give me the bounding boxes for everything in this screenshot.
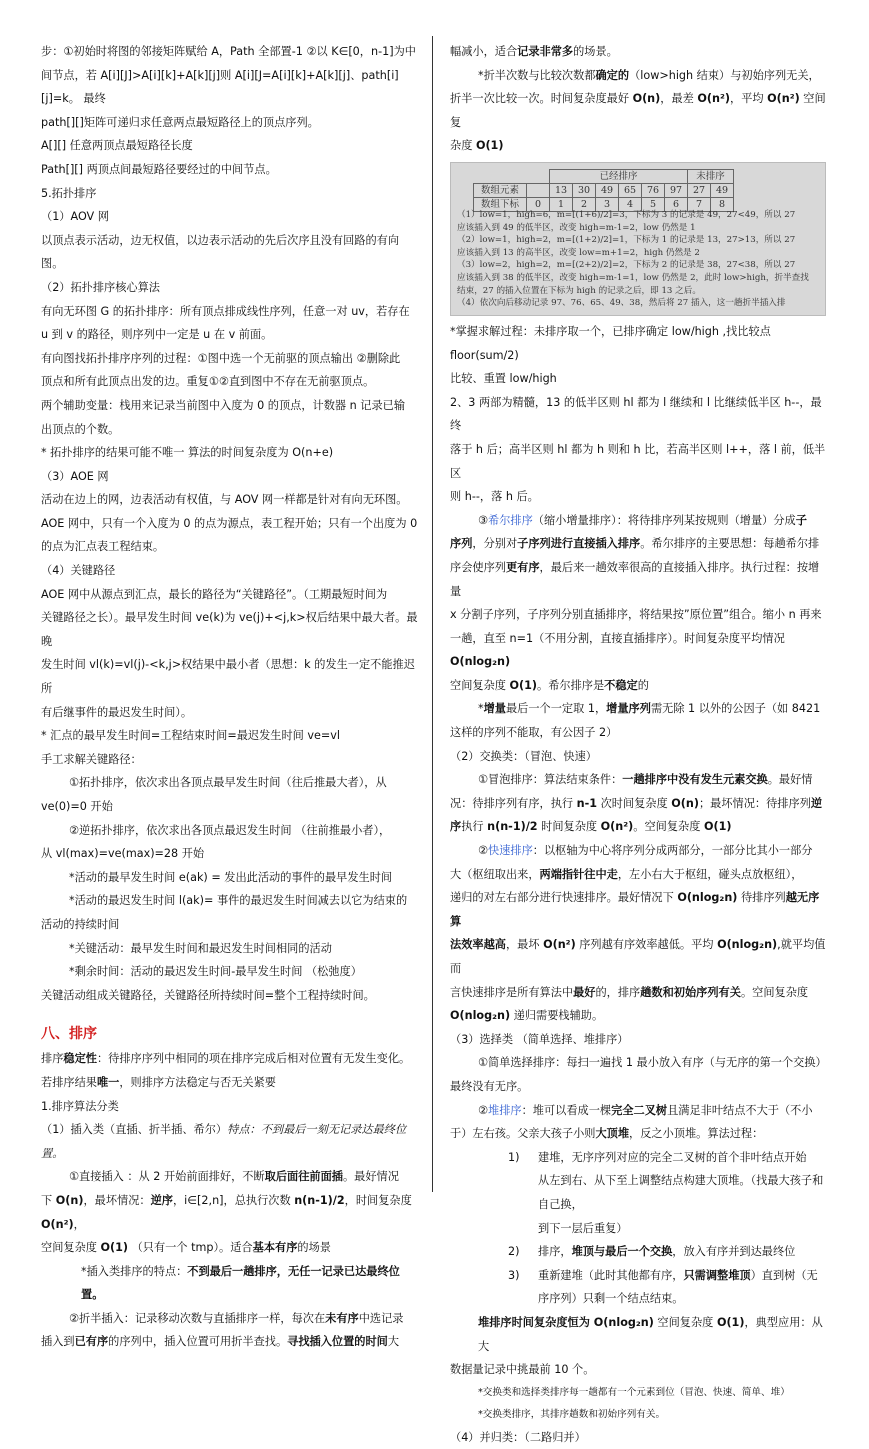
text-line: 手工求解关键路径： bbox=[41, 752, 142, 766]
text-line: AOE 网中从源点到汇点，最长的路径为“关键路径”。（工期最短时间为 bbox=[41, 587, 388, 601]
table-cell: 4 bbox=[619, 197, 642, 211]
step-line: （3）low=2，high=2，m=[(2+2)/2]=2，下标为 2 的记录是 38，27<38，所以 27 bbox=[457, 260, 796, 271]
left-column bbox=[41, 40, 421, 1354]
bold-term: O(1) bbox=[716, 1315, 745, 1329]
bold-term: 唯一 bbox=[96, 1075, 120, 1089]
text-line: 图。 bbox=[41, 257, 64, 271]
subheading: （2）拓扑排序核心算法 bbox=[41, 280, 160, 294]
subheading: （3）AOE 网 bbox=[41, 469, 109, 483]
text-line: 2、3 两部为精髓，13 的低半区则 hl 都为 l 继续和 l 比继续低半区 h--，最终 bbox=[450, 395, 822, 433]
text-line: * 拓扑排序的结果可能不唯一 算法的时间复杂度为 O(n+e) bbox=[41, 446, 334, 460]
text-line: 关键路径之长）。最早发生时间 ve(k)为 ve(j)+<j,k>权后结果中最大者。最晚 bbox=[41, 611, 418, 648]
text-line bbox=[41, 1047, 421, 1071]
table-cell: 未排序 bbox=[688, 169, 734, 183]
text-line: 则 h--，落 h 后。 bbox=[450, 490, 539, 504]
bold-term: O(1) bbox=[509, 678, 538, 692]
bold-term: 一趟排序中没有发生元素交换 bbox=[622, 773, 768, 787]
bold-term: O(n) bbox=[632, 92, 661, 106]
text-line bbox=[41, 1236, 421, 1260]
text-span: 递归的对左右部分进行快速排序。最好情况下 bbox=[450, 891, 678, 905]
text-line: 1.排序算法分类 bbox=[41, 1099, 119, 1113]
bold-term: 堆排序时间复杂度恒为 O(nlog₂n) bbox=[478, 1315, 654, 1329]
text-span: 的，排序 bbox=[595, 985, 641, 999]
text-span: ，左小右大于枢纽，碰头点放枢纽）， bbox=[617, 867, 803, 881]
bold-term: 法效率越高 bbox=[450, 938, 506, 952]
text-line: 两个辅助变量：栈用来记录当前图中入度为 0 的顶点，计数器 n 记录已输 bbox=[41, 398, 406, 412]
text-line: 顶点和所有此顶点出发的边。重复①②直到图中不存在无前驱顶点。 bbox=[41, 375, 375, 389]
text-line: *活动的最早发生时间 e(ak) = 发出此活动的事件的最早发生时间 bbox=[69, 870, 393, 884]
text-span: 递归需要栈辅助。 bbox=[510, 1009, 604, 1023]
bold-term: O(1) bbox=[100, 1241, 129, 1255]
text-span: ，时间复杂度 bbox=[344, 1193, 412, 1207]
table-cell bbox=[527, 169, 550, 183]
table-cell: 2 bbox=[573, 197, 596, 211]
text-line bbox=[450, 839, 828, 863]
bold-term: O(1) bbox=[703, 820, 732, 834]
text-line: 发生时间 vl(k)=vl(j)-<k,j>权结果中最小者（思想：k 的发生一定不能推迟所 bbox=[41, 658, 415, 696]
text-span: ；最坏情况：待排序列 bbox=[698, 796, 811, 810]
text-line: u 到 v 的路径，则序列中一定是 u 在 v 前面。 bbox=[41, 328, 273, 342]
bold-term: 更有序 bbox=[505, 560, 540, 574]
text-line: 活动在边上的网，边表活动有权值，与 AOV 网一样都是针对有向无环图。 bbox=[41, 493, 408, 507]
table-cell: 0 bbox=[527, 197, 550, 211]
text-span: 需无除 1 以外的公因子（如 8421 bbox=[650, 702, 821, 716]
text-span: 。空间复杂度 bbox=[740, 985, 809, 999]
text-line bbox=[450, 697, 828, 721]
step-line: 结束，27 的插入位置在下标为 high 的记录之后，即 13 之后。 bbox=[457, 285, 701, 296]
bold-term: 两端指针往中走 bbox=[539, 867, 618, 881]
bold-term: O(nlog₂n) bbox=[717, 938, 778, 952]
text-span: ，i∈[2,n]，总执行次数 bbox=[172, 1193, 295, 1207]
table-cell: 76 bbox=[642, 183, 665, 197]
text-line bbox=[450, 1240, 828, 1264]
text-span: ，则排序方法稳定与否无关紧要 bbox=[119, 1075, 276, 1089]
bold-term: 逆 bbox=[810, 796, 823, 810]
bold-term: 稳定性 bbox=[63, 1052, 97, 1066]
bold-term: 增量序列 bbox=[606, 702, 651, 716]
text-span: ，最坏 bbox=[505, 938, 544, 952]
text-line bbox=[450, 1122, 828, 1146]
text-span: 空间复 bbox=[450, 92, 826, 129]
bold-term: O(n) bbox=[671, 796, 699, 810]
text-line: ②逆拓扑排序，依次求出各顶点最迟发生时间 （往前推最小者）， bbox=[69, 823, 391, 837]
text-span: （只有一个 tmp）。适合 bbox=[128, 1241, 253, 1255]
text-span: 建堆，无序序列对应的完全二叉树的首个非叶结点开始 bbox=[538, 1150, 807, 1164]
text-line: ve(0)=0 开始 bbox=[41, 800, 113, 813]
text-line: 比较、重置 low/high bbox=[450, 372, 557, 386]
text-span: * bbox=[478, 702, 484, 716]
bold-term: 取后面往前面插 bbox=[264, 1170, 343, 1184]
table-row bbox=[474, 183, 734, 197]
bold-term: O(n²) bbox=[767, 92, 800, 106]
bold-term: 增量 bbox=[483, 702, 506, 716]
bold-term: 趟数和初始序列有关 bbox=[640, 985, 741, 999]
text-line bbox=[41, 1330, 421, 1354]
table-cell: 8 bbox=[711, 197, 734, 211]
text-line: 间节点，若 A[i][J]>A[i][k]+A[k][j]则 A[i][J=A[i][k]+A[k][j]、path[i][j]=k。 最终 bbox=[41, 68, 399, 106]
step-line: 应该插入到 38 的低半区，改变 high=m-1=1，low 仍然是 2，此时 low>high，折半查找 bbox=[457, 272, 809, 283]
table-cell: 1 bbox=[550, 197, 573, 211]
text-span: 插入到 bbox=[41, 1335, 75, 1349]
bold-term: 已有序 bbox=[74, 1335, 109, 1349]
list-number: 1) bbox=[508, 1150, 520, 1164]
text-span: 折半一次比较一次。时间复杂度最好 bbox=[450, 92, 633, 106]
list-number: 2) bbox=[508, 1245, 520, 1259]
text-span: 若排序结果 bbox=[41, 1075, 97, 1089]
text-span: 的场景 bbox=[297, 1241, 331, 1255]
text-span: ，反之小顶堆。算法过程： bbox=[629, 1127, 764, 1141]
text-span: 空间复杂度 bbox=[653, 1315, 717, 1329]
text-line: 最终没有无序。 bbox=[450, 1079, 529, 1093]
text-line bbox=[450, 556, 828, 603]
text-span: ①直接插入 ：从 2 开始前面排好，不断 bbox=[69, 1170, 265, 1184]
text-line bbox=[450, 1264, 828, 1288]
link-term: 快速排序 bbox=[488, 844, 533, 858]
text-span: 。希尔排序是 bbox=[537, 678, 605, 692]
bold-term: 最好 bbox=[573, 985, 596, 999]
text-span: 排序， bbox=[538, 1245, 572, 1259]
text-span: ：堆可以看成一棵 bbox=[521, 1103, 612, 1117]
text-line bbox=[450, 863, 828, 887]
text-span: 。希尔排序的主要思想：每趟希尔排 bbox=[640, 537, 820, 551]
text-line bbox=[41, 1307, 421, 1331]
table-cell: 3 bbox=[596, 197, 619, 211]
bold-term: 不稳定 bbox=[604, 678, 638, 692]
bold-term: 只需调整堆顶 bbox=[683, 1268, 751, 1282]
step-line: 应该插入到 13 的高半区，改变 low=m+1=2，high 仍然是 2 bbox=[457, 247, 700, 258]
example-steps bbox=[457, 209, 819, 310]
text-line bbox=[450, 768, 828, 792]
text-line bbox=[41, 1165, 421, 1189]
text-line bbox=[41, 1189, 421, 1236]
bold-term: O(nlog₂n) bbox=[450, 655, 511, 669]
table-cell: 49 bbox=[596, 183, 619, 197]
table-cell: 6 bbox=[665, 197, 688, 211]
text-span: ①冒泡排序：算法结束条件： bbox=[478, 773, 623, 787]
text-span: 下 bbox=[41, 1193, 56, 1207]
subheading: （4）关键路径 bbox=[41, 564, 116, 578]
text-span: 况：待排序列有序，执行 bbox=[450, 796, 577, 810]
subheading: 5.拓扑排序 bbox=[41, 186, 97, 200]
bold-term: 堆顶与最后一个交换 bbox=[571, 1245, 673, 1259]
text-line: 有向无环图 G 的拓扑排序：所有顶点排成线性序列，任意一对 uv，若存在 bbox=[41, 304, 410, 318]
text-line bbox=[450, 87, 828, 134]
text-line bbox=[450, 1099, 828, 1123]
table-cell: 已经排序 bbox=[550, 169, 688, 183]
bold-term: O(n²) bbox=[543, 938, 576, 952]
text-line bbox=[450, 1146, 828, 1170]
table-cell: 49 bbox=[711, 183, 734, 197]
bold-term: 子 bbox=[795, 513, 807, 527]
text-line: 活动的持续时间 bbox=[41, 917, 120, 931]
table-cell: 5 bbox=[642, 197, 665, 211]
text-span: 的 bbox=[637, 678, 649, 692]
bold-term: 寻找插入位置的时间 bbox=[287, 1335, 388, 1349]
section-heading: 八、排序 bbox=[41, 1026, 97, 1043]
text-span: ）直到树（无 bbox=[750, 1268, 818, 1282]
bold-term: 逆序 bbox=[150, 1193, 173, 1207]
text-span: 的序列中，插入位置可用折半查找。 bbox=[108, 1335, 288, 1349]
bold-term: O(n²) bbox=[41, 1217, 74, 1231]
text-line bbox=[450, 981, 828, 1005]
text-span: 执行 bbox=[461, 820, 488, 834]
text-line: ①拓扑排序，依次求出各顶点最早发生时间（往后推最大者），从 bbox=[69, 776, 387, 790]
step-line: 应该插入到 49 的低半区，改变 high=m-1=2，low 仍然是 1 bbox=[457, 222, 696, 233]
bold-term: 未有序 bbox=[325, 1311, 359, 1325]
text-line bbox=[450, 815, 828, 839]
table-row bbox=[474, 169, 734, 183]
text-span: ，最坏情况： bbox=[83, 1193, 151, 1207]
list-number: 3) bbox=[508, 1268, 520, 1282]
example-table bbox=[473, 169, 734, 212]
text-line bbox=[450, 64, 828, 88]
text-line: 从 vl(max)=ve(max)=28 开始 bbox=[41, 847, 205, 861]
text-span: 次时间复杂度 bbox=[597, 796, 672, 810]
note-line: *交换类排序，其排序趟数和初始序列有关。 bbox=[478, 1408, 666, 1420]
text-line bbox=[450, 509, 828, 533]
text-span: ， bbox=[73, 1217, 85, 1231]
text-line: 序序列）只剩一个结点结束。 bbox=[538, 1292, 684, 1306]
bold-term: O(nlog₂n) bbox=[450, 1009, 511, 1023]
text-span: 待排序列 bbox=[737, 891, 786, 905]
text-span: ，典型应用：从大 bbox=[478, 1315, 823, 1353]
bold-term: n-1 bbox=[576, 796, 598, 810]
table-cell bbox=[527, 183, 550, 197]
text-line: x 分割子序列，子序列分别直插排序，将结果按”原位置”组合。缩小 n 再来 bbox=[450, 608, 822, 622]
text-line: 步：①初始时将图的邻接矩阵赋给 A，Path 全部置-1 ②以 K∈[0，n-1]为中 bbox=[41, 45, 416, 58]
subheading: （4）并归类：（二路归并） bbox=[450, 1430, 586, 1444]
text-line bbox=[450, 627, 828, 674]
text-span: ,就平均值而 bbox=[450, 938, 826, 975]
text-span: 大（枢纽取出来， bbox=[450, 867, 540, 881]
text-span: ，最后来一趟效率很高的直接插入排序。执行过程：按增量 bbox=[450, 560, 820, 598]
text-line: *关键活动：最早发生时间和最迟发生时间相同的活动 bbox=[69, 941, 332, 955]
bold-term: 不到最后一趟排序，无任一记录已达最终位置。 bbox=[81, 1264, 400, 1302]
text-span: 排序 bbox=[41, 1052, 64, 1066]
text-span: ② bbox=[478, 844, 489, 858]
text-span: 时间复杂度 bbox=[537, 820, 601, 834]
table-cell: 13 bbox=[550, 183, 573, 197]
text-span: 于）左右孩。父亲大孩子小则 bbox=[450, 1127, 596, 1141]
text-span: 序会使序列 bbox=[450, 560, 506, 574]
text-line: 数据量记录中挑最前 10 个。 bbox=[450, 1363, 595, 1377]
text-span: ② bbox=[478, 1103, 489, 1117]
text-span: 幅减小，适合 bbox=[450, 45, 518, 58]
bold-term: O(n²) bbox=[600, 820, 634, 834]
link-term: 希尔排序 bbox=[488, 513, 533, 527]
text-span: ：以枢轴为中心将序列分成两部分，一部分比其小一部分 bbox=[532, 844, 813, 858]
text-line: 这样的序列不能取，有公因子 2） bbox=[450, 726, 618, 740]
text-span: 空间复杂度 bbox=[450, 678, 510, 692]
text-line bbox=[450, 134, 828, 158]
right-column bbox=[450, 40, 828, 1449]
bold-term: O(n) bbox=[55, 1193, 84, 1207]
text-line: *剩余时间：活动的最迟发生时间-最早发生时间 （松弛度） bbox=[69, 965, 362, 979]
bold-term: 基本有序 bbox=[252, 1241, 298, 1255]
text-line bbox=[450, 933, 828, 980]
text-line bbox=[450, 1311, 828, 1358]
table-cell bbox=[474, 169, 527, 183]
text-span: 重新建堆（此时其他都有序， bbox=[538, 1268, 684, 1282]
text-span: *插入类排序的特点： bbox=[81, 1264, 188, 1278]
text-line bbox=[450, 792, 828, 816]
text-line: Path[][] 两顶点间最短路径要经过的中间节点。 bbox=[41, 162, 277, 176]
step-line: （4）依次向后移动记录 97、76、65、49、38，然后将 27 插入，这一趟折半插入排 bbox=[457, 298, 786, 309]
bold-term: n(n-1)/2 bbox=[294, 1193, 345, 1207]
bold-term: 子序列进行直接插入排序 bbox=[517, 537, 641, 551]
bold-term: 大顶堆 bbox=[595, 1127, 630, 1141]
text-span: ，放入有序并到达最终位 bbox=[672, 1245, 796, 1259]
text-span: 。最好情 bbox=[767, 773, 813, 787]
table-cell: 30 bbox=[573, 183, 596, 197]
bold-term: 序 bbox=[450, 820, 462, 834]
bold-term: 序列 bbox=[450, 537, 473, 551]
text-span: 一趟，直至 n=1（不用分割，直接直插排序）。时间复杂度平均情况 bbox=[450, 631, 785, 645]
text-line bbox=[450, 674, 828, 698]
bold-term: 记录非常多 bbox=[517, 45, 574, 58]
text-line: 的点为汇点表工程结束。 bbox=[41, 540, 165, 554]
text-span: *折半次数与比较次数都 bbox=[478, 68, 596, 82]
text-line: ①简单选择排序：每扫一遍找 1 最小放入有序（与无序的第一个交换） bbox=[478, 1056, 827, 1070]
text-line: 有向图找拓扑排序序列的过程：①图中选一个无前驱的顶点输出 ②删除此 bbox=[41, 351, 401, 365]
text-line bbox=[450, 40, 828, 64]
text-span: 大 bbox=[387, 1335, 400, 1349]
text-span: ，平均 bbox=[730, 92, 768, 106]
text-line: 以顶点表示活动，边无权值，以边表示活动的先后次序且没有回路的有向 bbox=[41, 233, 400, 247]
text-span: 且满足非叶结点不大于（不小 bbox=[667, 1103, 813, 1117]
text-span: 中选记录 bbox=[358, 1311, 404, 1325]
text-line: path[][]矩阵可递归求任意两点最短路径上的顶点序列。 bbox=[41, 115, 319, 129]
text-line: 到下一层后重复） bbox=[538, 1221, 628, 1235]
bold-term: O(1) bbox=[475, 139, 504, 153]
text-span: 。空间复杂度 bbox=[633, 820, 704, 834]
text-line: A[][] 任意两顶点最短路径长度 bbox=[41, 139, 193, 153]
text-line bbox=[41, 1260, 421, 1307]
text-span: ②折半插入：记录移动次数与直插排序一样，每次在 bbox=[69, 1311, 326, 1325]
table-cell: 65 bbox=[619, 183, 642, 197]
text-span: 最后一个一定取 1， bbox=[505, 702, 607, 716]
text-line bbox=[450, 532, 828, 556]
text-span: ，分别对 bbox=[472, 537, 518, 551]
table-cell: 27 bbox=[688, 183, 711, 197]
text-span: 杂度 bbox=[450, 139, 476, 153]
subheading: （2）交换类：（冒泡、快速） bbox=[450, 749, 597, 763]
table-cell: 数组元素 bbox=[474, 183, 527, 197]
subheading: （3）选择类 （简单选择、堆排序） bbox=[450, 1032, 629, 1046]
text-line bbox=[450, 886, 828, 933]
bold-term: O(n²) bbox=[697, 92, 730, 106]
text-span: ：待排序序列中相同的项在排序完成后相对位置有无发生变化。 bbox=[96, 1052, 411, 1066]
subheading: （1）AOV 网 bbox=[41, 210, 109, 224]
bold-term: 完全二叉树 bbox=[611, 1103, 668, 1117]
note-line: *交换类和选择类排序每一趟都有一个元素到位（冒泡、快速、简单、堆） bbox=[478, 1386, 790, 1398]
text-span: ③ bbox=[478, 513, 489, 527]
text-span: （low>high 结束）与初始序列无关， bbox=[629, 68, 820, 82]
text-line: AOE 网中，只有一个入度为 0 的点为源点，表工程开始；只有一个出度为 0 bbox=[41, 516, 418, 530]
text-span: 的场景。 bbox=[573, 45, 618, 58]
text-line: *掌握求解过程：未排序取一个，已排序确定 low/high ,找比较点 floor(sum/2) bbox=[450, 324, 771, 362]
text-line bbox=[41, 1071, 421, 1095]
text-line: 出顶点的个数。 bbox=[41, 422, 120, 436]
table-cell: 97 bbox=[665, 183, 688, 197]
table-cell: 7 bbox=[688, 197, 711, 211]
column-divider bbox=[432, 36, 433, 1192]
table-cell: 数组下标 bbox=[474, 197, 527, 211]
binary-insert-example-image bbox=[450, 162, 826, 316]
text-span: （1）插入类（直插、折半插、希尔） bbox=[41, 1123, 228, 1137]
text-span: （缩小增量排序）：将待排序列某按规则（增量）分成 bbox=[532, 513, 796, 527]
text-span: ，最差 bbox=[660, 92, 698, 106]
text-span: 。最好情况 bbox=[342, 1170, 399, 1184]
bold-term: 越无序算 bbox=[450, 891, 820, 928]
text-line: 落于 h 后；高半区则 hl 都为 h 则和 h 比，若高半区则 l++，落 l 前，低半区 bbox=[450, 442, 826, 480]
text-line: * 汇点的最早发生时间=工程结束时间=最迟发生时间 ve=vl bbox=[41, 729, 340, 743]
text-line bbox=[450, 1004, 828, 1028]
italic-note: 特点：不到最后一刻无记录达最终位置。 bbox=[41, 1123, 407, 1160]
text-line: *活动的最迟发生时间 l(ak)= 事件的最迟发生时间减去以它为结束的 bbox=[69, 894, 408, 908]
text-span: 序列越有序效率越低。平均 bbox=[575, 938, 718, 952]
bold-term: 确定的 bbox=[595, 68, 630, 82]
text-line: 从左到右、从下至上调整结点构建大顶堆。（找最大孩子和自己换， bbox=[538, 1174, 824, 1211]
text-line bbox=[41, 1118, 421, 1165]
text-span: 言快速排序是所有算法中 bbox=[450, 985, 574, 999]
bold-term: n(n-1)/2 bbox=[487, 820, 538, 834]
step-line: （1）low=1，high=6，m=[(1+6)/2]=3，下标为 3 的记录是 49，27<49，所以 27 bbox=[457, 209, 796, 220]
link-term: 堆排序 bbox=[488, 1103, 522, 1117]
step-line: （2）low=1，high=2，m=[(1+2)/2]=1，下标为 1 的记录是 13，27>13，所以 27 bbox=[457, 235, 796, 246]
text-line: 有后继事件的最迟发生时间）。 bbox=[41, 705, 193, 719]
text-span: 空间复杂度 bbox=[41, 1241, 101, 1255]
text-line: 关键活动组成关键路径，关键路径所持续时间=整个工程持续时间。 bbox=[41, 988, 375, 1002]
bold-term: O(nlog₂n) bbox=[677, 891, 738, 905]
